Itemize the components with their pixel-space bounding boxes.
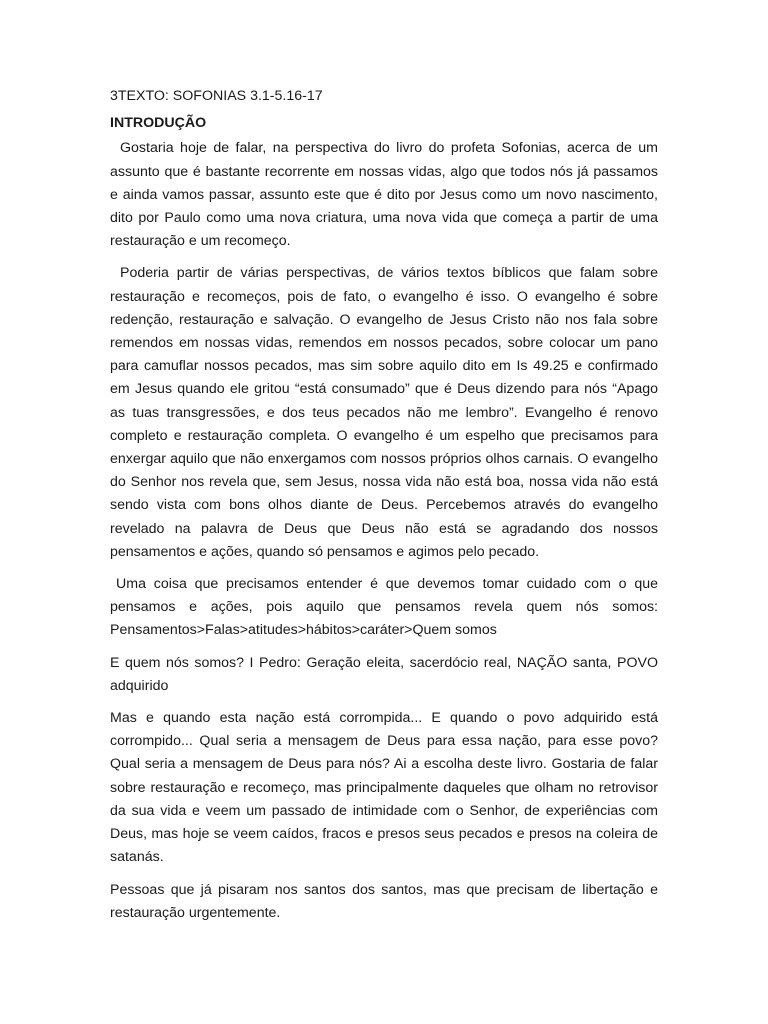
paragraph-5: Mas e quando esta nação está corrompida... E quando o povo adquirido está corrompido... Qual seria a mensagem de Deus para essa nação, para esse povo? Qual seria a mensagem de Deus para nós? Ai a escolha deste livro. Gostaria de falar sobre restauração e recomeço, mas principalmente daqueles que olham no retrovisor da sua vida e veem um passado de intimidade com o Senhor, de experiências com Deus, mas hoje se veem caídos, fracos e presos seus pecados e presos na coleira de satanás. bbox=[110, 710, 658, 866]
section-title: INTRODUÇÃO bbox=[110, 115, 207, 132]
paragraph-6: Pessoas que já pisaram nos santos dos santos, mas que precisam de libertação e restauração urgentemente. bbox=[110, 881, 658, 921]
text-reference: 3TEXTO: SOFONIAS 3.1-5.16-17 bbox=[110, 88, 323, 104]
paragraph-3: Uma coisa que precisamos entender é que devemos tomar cuidado com o que pensamos e ações, pois aquilo que pensamos revela quem nós somos: Pensamentos>Falas>atitudes>hábitos>caráter>Quem somos bbox=[110, 576, 658, 639]
paragraph-4: E quem nós somos? I Pedro: Geração eleita, sacerdócio real, NAÇÃO santa, POVO adquirido bbox=[110, 654, 658, 694]
document-page bbox=[110, 85, 658, 934]
paragraph-2: Poderia partir de várias perspectivas, de vários textos bíblicos que falam sobre restauração e recomeços, pois de fato, o evangelho é isso. O evangelho é sobre redenção, restauração e salvação. O evangelho de Jesus Cristo não nos fala sobre remendos em nossas vidas, remendos em nossos pecados, sobre colocar um pano para camuflar nossos pecados, mas sim sobre aquilo dito em Is 49.25 e confirmado em Jesus quando ele gritou “está consumado” que é Deus dizendo para nós “Apago as tuas transgressões, e dos teus pecados não me lembro”. Evangelho é renovo completo e restauração completa. O evangelho é um espelho que precisamos para enxergar aquilo que não enxergamos com nossos próprios olhos carnais. O evangelho do Senhor nos revela que, sem Jesus, nossa vida não está boa, nossa vida não está sendo vista com bons olhos diante de Deus. Percebemos através do evangelho revelado na palavra de Deus que Deus não está se agradando dos nossos pensamentos e ações, quando só pensamos e agimos pelo pecado. bbox=[110, 265, 658, 560]
paragraph-1: Gostaria hoje de falar, na perspectiva do livro do profeta Sofonias, acerca de um assunto que é bastante recorrente em nossas vidas, algo que todos nós já passamos e ainda vamos passar, assunto este que é dito por Jesus como um novo nascimento, dito por Paulo como uma nova criatura, uma nova vida que começa a partir de uma restauração e um recomeço. bbox=[110, 140, 658, 250]
